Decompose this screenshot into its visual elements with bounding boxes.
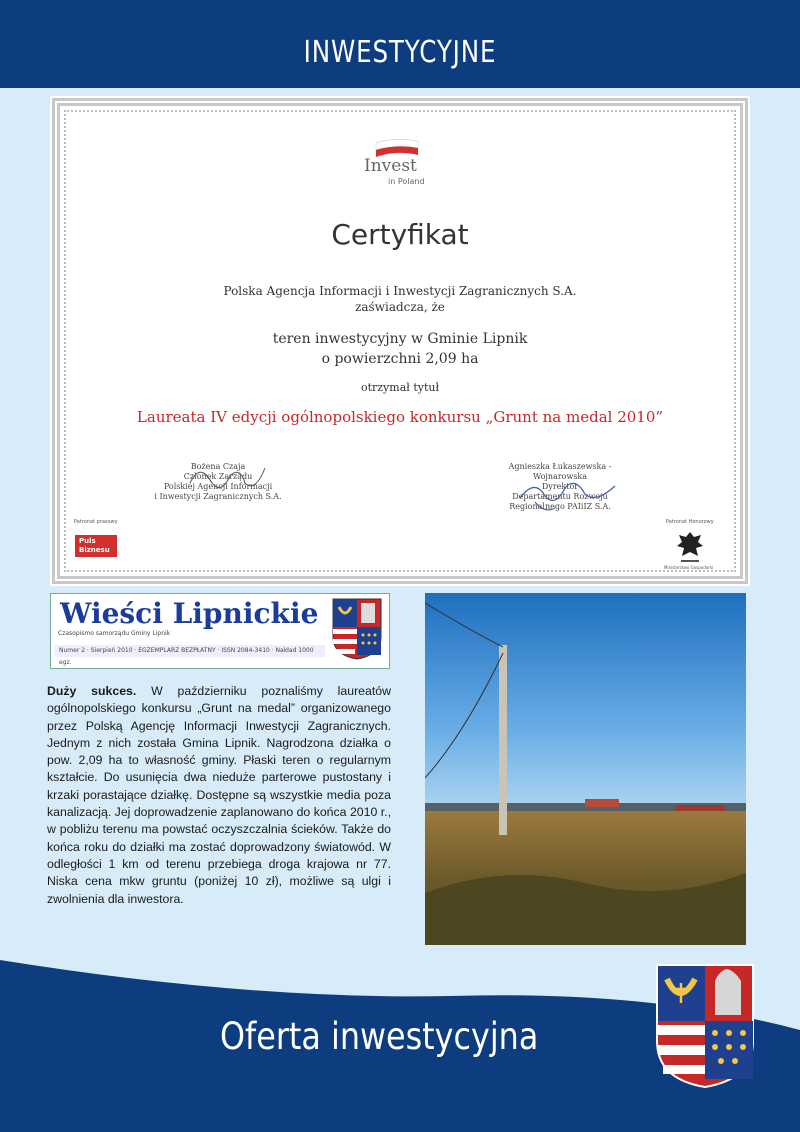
signatory-right-name: Agnieszka Łukaszewska - Wojnarowska: [508, 462, 612, 481]
signature-scribble-icon: [185, 458, 275, 498]
certificate-title: Certyfikat: [331, 218, 469, 251]
certificate-award: Laureata IV edycji ogólnopolskiego konkursu „Grunt na medal 2010”: [136, 408, 664, 426]
lipnik-coat-of-arms-icon: [331, 597, 383, 661]
masthead-subtitle: Czasopismo samorządu Gminy Lipnik: [58, 630, 171, 637]
certificate-area: o powierzchni 2,09 ha: [321, 351, 479, 367]
signatory-left-role: Członek Zarządu: [183, 472, 253, 481]
signatory-right-role: Departamentu Rozwoju: [512, 492, 608, 501]
footer-title: Oferta inwestycyjna: [220, 1015, 539, 1058]
masthead-info-bar: Numer 2 · Sierpień 2010 · EGZEMPLARZ BEZPŁATNY · ISSN 2084-3410 · Nakład 1000 egz.: [55, 645, 325, 657]
polish-eagle-emblem-icon: [676, 530, 704, 564]
signatory-left-role: i Inwestycji Zagranicznych S.A.: [154, 492, 282, 501]
patron-honorary-label: Patronat Honorowy: [666, 519, 714, 525]
signatory-left-role: Polskiej Agencji Informacji: [163, 482, 273, 491]
article-body: [47, 683, 391, 908]
signatory-right-role: Dyrektor: [541, 482, 579, 491]
invest-in-poland-flag-icon: [374, 139, 420, 157]
signatory-right-role: Regionalnego PAIiIZ S.A.: [509, 502, 611, 511]
certificate-agency: Polska Agencja Informacji i Inwestycji Zagranicznych S.A.: [223, 284, 577, 298]
certificate-site: teren inwestycyjny w Gminie Lipnik: [272, 331, 528, 347]
patron-press-label: Patronat prasowy: [74, 519, 118, 525]
investment-site-photo: [425, 593, 746, 945]
section-title: INWESTYCYJNE: [303, 35, 497, 70]
masthead-title: Wieści Lipnickie: [60, 597, 319, 630]
article-text: W październiku poznaliśmy laureatów ogólnopolskiego konkursu „Grunt na medal” organizowanego przez Polską Agencję Informacji Inwestycji Zagranicznych. Jednym z nich została Gmina Lipnik. Nagrodzona działka o pow. 2,09 ha to własność gminy. Płaski teren o regularnym kształcie. Do usunięcia dwa nieduże parterowe pustostany i krzaki porastające działkę. Dostępne są wszystkie media poza kanalizacją. Jej doprowadzenie zaplanowano do końca 2010 r., w pobliżu terenu ma powstać oczyszczalnia ścieków. Także do końca roku do działki ma zostać doprowadzony światowód. W odległości 1 km od terenu przebiega droga krajowa nr 77. Niska cena mkw gruntu (poniżej 10 zł), możliwe są ulgi i zwolnienia dla inwestora.: [47, 684, 391, 906]
signature-scribble-icon: [515, 468, 625, 518]
ministry-label: Ministerstwo Gospodarki: [664, 565, 714, 570]
article-lead: Duży sukces.: [47, 684, 137, 698]
certificate-received: otrzymał tytuł: [360, 381, 440, 394]
lipnik-coat-of-arms-icon: [655, 963, 755, 1089]
signatory-left-name: Bożena Czaja: [190, 462, 246, 471]
certificate-certifies: zaświadcza, że: [355, 300, 445, 314]
invest-logo-sub: in Poland: [388, 177, 425, 186]
invest-logo-text: Invest: [364, 156, 417, 176]
puls-biznesu-logo: Puls Biznesu: [75, 535, 117, 557]
